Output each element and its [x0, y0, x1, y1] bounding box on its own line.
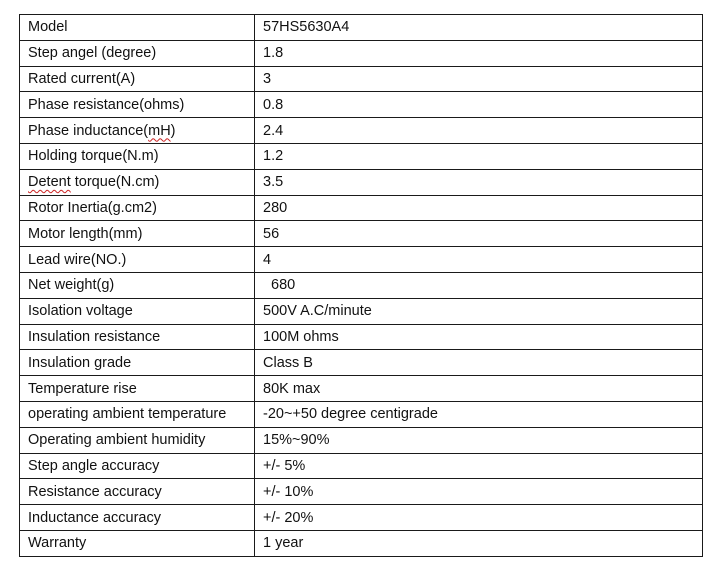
table-row — [20, 298, 703, 324]
spec-value: 4 — [255, 247, 703, 273]
spec-value: +/- 10% — [255, 479, 703, 505]
spec-value: 3 — [255, 66, 703, 92]
table-row — [20, 376, 703, 402]
spec-value: 57HS5630A4 — [255, 15, 703, 41]
spec-value: 15%~90% — [255, 427, 703, 453]
spec-label: Insulation resistance — [20, 324, 255, 350]
spec-label: Motor length(mm) — [20, 221, 255, 247]
spec-label: Model — [20, 15, 255, 41]
spec-label: Phase resistance(ohms) — [20, 92, 255, 118]
spec-label: operating ambient temperature — [20, 401, 255, 427]
spec-value: +/- 20% — [255, 505, 703, 531]
spec-label: Isolation voltage — [20, 298, 255, 324]
table-row — [20, 143, 703, 169]
table-row — [20, 272, 703, 298]
spec-value: 0.8 — [255, 92, 703, 118]
table-row — [20, 427, 703, 453]
table-row — [20, 195, 703, 221]
table-row — [20, 40, 703, 66]
table-row — [20, 247, 703, 273]
table-row — [20, 453, 703, 479]
table-row — [20, 118, 703, 144]
spec-value: 1 year — [255, 530, 703, 556]
spec-value: -20~+50 degree centigrade — [255, 401, 703, 427]
table-row — [20, 92, 703, 118]
spec-label: Insulation grade — [20, 350, 255, 376]
table-row — [20, 401, 703, 427]
spec-value-text: 680 — [271, 277, 296, 294]
spec-label: Inductance accuracy — [20, 505, 255, 531]
spec-table — [19, 14, 703, 557]
spec-label: Operating ambient humidity — [20, 427, 255, 453]
table-row — [20, 530, 703, 556]
spec-label: Resistance accuracy — [20, 479, 255, 505]
spellcheck-mark: Detent — [28, 174, 71, 191]
spec-label: Temperature rise — [20, 376, 255, 402]
spec-value: Class B — [255, 350, 703, 376]
table-row — [20, 169, 703, 195]
spec-value: 280 — [255, 195, 703, 221]
spec-value: 80K max — [255, 376, 703, 402]
table-row — [20, 505, 703, 531]
spec-label: Rotor Inertia(g.cm2) — [20, 195, 255, 221]
table-row — [20, 350, 703, 376]
table-row — [20, 479, 703, 505]
spec-label: Lead wire(NO.) — [20, 247, 255, 273]
spec-value: 500V A.C/minute — [255, 298, 703, 324]
spec-label: Rated current(A) — [20, 66, 255, 92]
table-row — [20, 66, 703, 92]
spec-label: Net weight(g) — [20, 272, 255, 298]
spec-value: 3.5 — [255, 169, 703, 195]
spec-label: Holding torque(N.m) — [20, 143, 255, 169]
spec-label: Phase inductance(mH) — [20, 118, 255, 144]
spec-value: 1.8 — [255, 40, 703, 66]
table-row — [20, 221, 703, 247]
spec-label: Step angle accuracy — [20, 453, 255, 479]
spec-value: 2.4 — [255, 118, 703, 144]
spec-label: Detent torque(N.cm) — [20, 169, 255, 195]
spec-label: Warranty — [20, 530, 255, 556]
spec-value: 100M ohms — [255, 324, 703, 350]
spec-value: 56 — [255, 221, 703, 247]
spec-value — [255, 272, 703, 298]
table-row — [20, 15, 703, 41]
spec-label: Step angel (degree) — [20, 40, 255, 66]
spec-value: +/- 5% — [255, 453, 703, 479]
spellcheck-mark: mH — [148, 122, 171, 139]
spec-value: 1.2 — [255, 143, 703, 169]
table-row — [20, 324, 703, 350]
